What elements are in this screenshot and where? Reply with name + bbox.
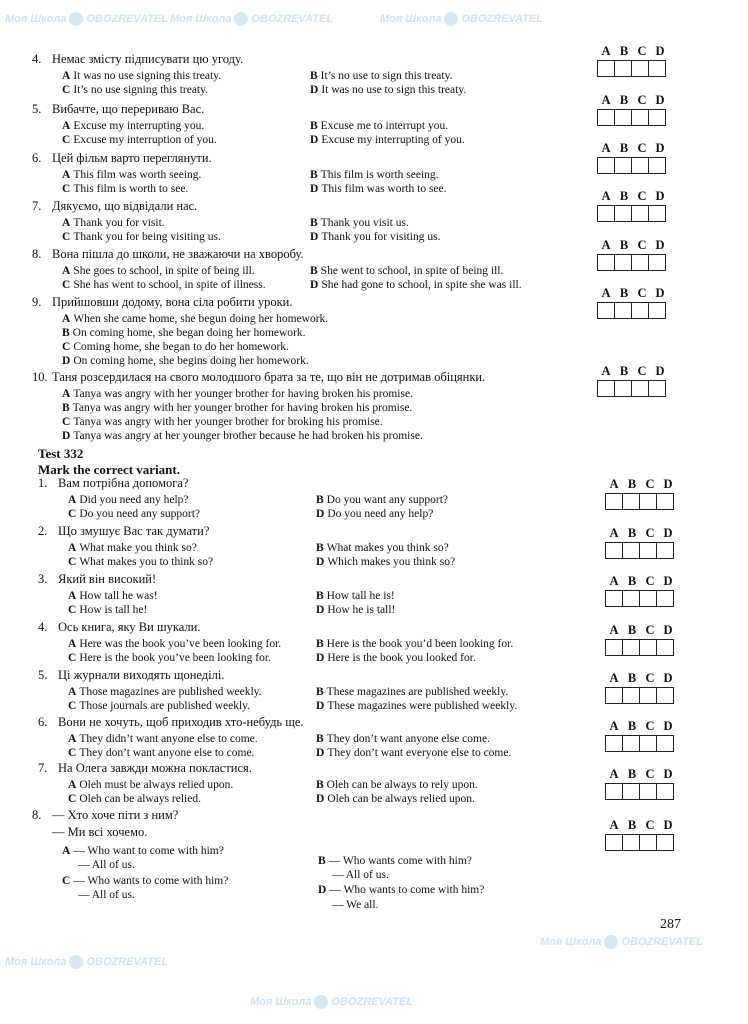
question-number: 6. xyxy=(32,151,42,165)
question-text: Прийшовши додому, вона сіла робити уроки. xyxy=(52,295,293,309)
answer-box-a[interactable] xyxy=(597,60,615,77)
question-text: Ось книга, яку Ви шукали. xyxy=(58,620,201,634)
option-d: D Excuse my interrupting of you. xyxy=(310,134,465,146)
answer-grid[interactable]: A B C D xyxy=(605,767,677,800)
option-a: A Oleh must be always relied upon. xyxy=(68,779,234,791)
answer-box-d[interactable] xyxy=(657,687,674,704)
question-number: 2. xyxy=(38,524,48,538)
option-c: C This film is worth to see. xyxy=(62,183,189,195)
question-text: Цей фільм варто переглянути. xyxy=(52,151,212,165)
option-a: A How tall he was! xyxy=(68,590,158,602)
answer-box-a[interactable] xyxy=(605,639,623,656)
answer-box-a[interactable] xyxy=(605,590,623,607)
option-d: D It was no use to sign this treaty. xyxy=(310,84,467,96)
answer-box-b[interactable] xyxy=(623,735,640,752)
option-a: A Those magazines are published weekly. xyxy=(68,686,262,698)
option-c: C It’s no use signing this treaty. xyxy=(62,84,208,96)
question-number: 5. xyxy=(32,102,42,116)
answer-box-d[interactable] xyxy=(657,783,674,800)
answer-box-d[interactable] xyxy=(657,542,674,559)
option-a: A When she came home, she begun doing her homework. xyxy=(62,313,329,325)
answer-grid[interactable]: A B C D xyxy=(605,623,677,656)
option-b: B Thank you visit us. xyxy=(310,217,409,229)
answer-box-b[interactable] xyxy=(623,590,640,607)
answer-box-b[interactable] xyxy=(623,687,640,704)
answer-box-c[interactable] xyxy=(632,60,649,77)
option-b: B This film is worth seeing. xyxy=(310,169,439,181)
option-d: D This film was worth to see. xyxy=(310,183,447,195)
answer-grid[interactable]: A B C D xyxy=(597,93,669,126)
answer-box-a[interactable] xyxy=(597,254,615,271)
option-a: A Here was the book you’ve been looking for. xyxy=(68,638,282,650)
test-instruction: Mark the correct variant. xyxy=(38,462,180,477)
option-d: D How he is tall! xyxy=(316,604,396,616)
answer-grid[interactable]: A B C D xyxy=(597,189,669,222)
answer-box-c[interactable] xyxy=(632,302,649,319)
question-number: 4. xyxy=(32,52,42,66)
question-text-line2: — Ми всі хочемо. xyxy=(52,825,148,839)
option-d: D On coming home, she begins doing her homework. xyxy=(62,355,309,367)
option-a: A Did you need any help? xyxy=(68,494,189,506)
option-c: C Here is the book you’ve been looking for. xyxy=(68,652,271,664)
option-a: A Thank you for visit. xyxy=(62,217,165,229)
answer-box-c[interactable] xyxy=(640,687,657,704)
question-number: 7. xyxy=(32,199,42,213)
question-number: 8. xyxy=(32,247,42,261)
answer-box-d[interactable] xyxy=(649,302,666,319)
answer-grid[interactable]: A B C D xyxy=(597,286,669,319)
answer-box-b[interactable] xyxy=(615,205,632,222)
answer-box-a[interactable] xyxy=(597,205,615,222)
answer-box-d[interactable] xyxy=(649,205,666,222)
answer-box-b[interactable] xyxy=(615,254,632,271)
question-text: Ці журнали виходять щонеділі. xyxy=(58,668,225,682)
answer-box-d[interactable] xyxy=(657,493,674,510)
option-c: C — Who wants to come with him? xyxy=(62,875,229,887)
option-a-line2: — All of us. xyxy=(78,859,135,871)
option-b: B Do you want any support? xyxy=(316,494,449,506)
answer-box-b[interactable] xyxy=(623,834,640,851)
answer-box-d[interactable] xyxy=(657,590,674,607)
answer-box-a[interactable] xyxy=(605,493,623,510)
watermark: Моя Школа OBOZREVATEL xyxy=(250,995,413,1008)
option-a: A Excuse my interrupting you. xyxy=(62,120,205,132)
question-number: 3. xyxy=(38,572,48,586)
answer-box-b[interactable] xyxy=(623,783,640,800)
answer-box-b[interactable] xyxy=(623,542,640,559)
option-b: B These magazines are published weekly. xyxy=(316,686,509,698)
option-a: A It was no use signing this treaty. xyxy=(62,70,222,82)
question-number: 4. xyxy=(38,620,48,634)
answer-box-a[interactable] xyxy=(597,302,615,319)
answer-box-b[interactable] xyxy=(623,493,640,510)
answer-box-b[interactable] xyxy=(615,157,632,174)
option-d: D — Who wants to come with him? xyxy=(318,884,485,896)
answer-box-c[interactable] xyxy=(640,639,657,656)
answer-box-d[interactable] xyxy=(649,380,666,397)
answer-box-d[interactable] xyxy=(657,735,674,752)
answer-box-d[interactable] xyxy=(649,109,666,126)
option-b: B They don’t want anyone else come. xyxy=(316,733,490,745)
option-d: D Do you need any help? xyxy=(316,508,434,520)
answer-box-b[interactable] xyxy=(615,60,632,77)
option-b-line2: — All of us. xyxy=(332,869,389,881)
question-text: Вибачте, що перериваю Вас. xyxy=(52,102,205,116)
answer-box-a[interactable] xyxy=(597,109,615,126)
answer-box-d[interactable] xyxy=(649,60,666,77)
question-text: — Хто хоче піти з ним? xyxy=(52,808,179,822)
option-d: D These magazines were published weekly. xyxy=(316,700,518,712)
answer-box-c[interactable] xyxy=(640,493,657,510)
option-b: B What makes you think so? xyxy=(316,542,449,554)
option-b: B Excuse me to interrupt you. xyxy=(310,120,449,132)
option-c: C Do you need any support? xyxy=(68,508,201,520)
answer-box-d[interactable] xyxy=(649,254,666,271)
answer-grid[interactable]: A B C D xyxy=(605,526,677,559)
answer-grid[interactable]: A B C D xyxy=(605,574,677,607)
answer-box-c[interactable] xyxy=(640,783,657,800)
option-c: C What makes you to think so? xyxy=(68,556,214,568)
answer-box-a[interactable] xyxy=(597,157,615,174)
watermark: Моя Школа OBOZREVATEL xyxy=(5,955,168,968)
answer-box-c[interactable] xyxy=(632,380,649,397)
answer-box-a[interactable] xyxy=(597,380,615,397)
answer-box-c[interactable] xyxy=(640,542,657,559)
answer-box-b[interactable] xyxy=(623,639,640,656)
option-d: D They don’t want everyone else to come. xyxy=(316,747,512,759)
answer-box-d[interactable] xyxy=(657,639,674,656)
option-d-line2: — We all. xyxy=(332,899,379,911)
page-number: 287 xyxy=(660,917,681,932)
question-number: 6. xyxy=(38,715,48,729)
option-b: B How tall he is! xyxy=(316,590,395,602)
option-d: D Oleh can be always relied upon. xyxy=(316,793,475,805)
question-text: Вони не хочуть, щоб приходив хто-небудь ще. xyxy=(58,715,304,729)
question-text: На Олега завжди можна покластися. xyxy=(58,761,252,775)
option-d: D Thank you for visiting us. xyxy=(310,231,441,243)
answer-box-d[interactable] xyxy=(649,157,666,174)
answer-grid[interactable]: A B C D xyxy=(597,238,669,271)
answer-box-c[interactable] xyxy=(640,834,657,851)
question-number: 7. xyxy=(38,761,48,775)
option-b: B Here is the book you’d been looking for. xyxy=(316,638,514,650)
option-b: B She went to school, in spite of being ill. xyxy=(310,265,504,277)
answer-box-a[interactable] xyxy=(605,542,623,559)
question-text: Який він високий! xyxy=(58,572,157,586)
answer-box-c[interactable] xyxy=(632,157,649,174)
option-d: D Here is the book you looked for. xyxy=(316,652,476,664)
answer-box-b[interactable] xyxy=(615,109,632,126)
question-number: 1. xyxy=(38,476,48,490)
answer-box-b[interactable] xyxy=(615,380,632,397)
option-a: A Tanya was angry with her younger brother for having broken his promise. xyxy=(62,388,413,400)
option-c-line2: — All of us. xyxy=(78,889,135,901)
question-number: 9. xyxy=(32,295,42,309)
option-c: C Thank you for being visiting us. xyxy=(62,231,221,243)
question-text: Таня розсердилася на свого молодшого брата за те, що він не дотримав обіцянки. xyxy=(52,370,486,384)
option-d: D Which makes you think so? xyxy=(316,556,456,568)
option-c: C Excuse my interruption of you. xyxy=(62,134,217,146)
question-text: Немає змісту підписувати цю угоду. xyxy=(52,52,244,66)
option-d: D Tanya was angry at her younger brother because he had broken his promise. xyxy=(62,430,423,442)
answer-box-b[interactable] xyxy=(615,302,632,319)
option-d: D She had gone to school, in spite she was ill. xyxy=(310,279,522,291)
question-number: 5. xyxy=(38,668,48,682)
question-number: 8. xyxy=(32,808,42,822)
option-b: B On coming home, she began doing her homework. xyxy=(62,327,306,339)
answer-box-c[interactable] xyxy=(632,254,649,271)
question-number: 10. xyxy=(32,370,48,384)
option-c: C She has went to school, in spite of illness. xyxy=(62,279,266,291)
answer-grid[interactable]: A B C D xyxy=(605,818,677,851)
option-a: A — Who want to come with him? xyxy=(62,845,224,857)
answer-box-c[interactable] xyxy=(640,590,657,607)
watermark: Моя Школа OBOZREVATEL xyxy=(380,12,543,25)
answer-grid[interactable]: A B C D xyxy=(605,477,677,510)
option-b: B Tanya was angry with her younger brother for having broken his promise. xyxy=(62,402,413,414)
answer-grid[interactable]: A B C D xyxy=(605,719,677,752)
answer-box-c[interactable] xyxy=(632,205,649,222)
option-a: A This film was worth seeing. xyxy=(62,169,202,181)
option-a: A They didn’t want anyone else to come. xyxy=(68,733,258,745)
option-c: C How is tall he! xyxy=(68,604,148,616)
watermark: Моя Школа OBOZREVATEL xyxy=(5,12,168,25)
option-b: B — Who wants come with him? xyxy=(318,855,472,867)
answer-box-a[interactable] xyxy=(605,834,623,851)
option-c: C Oleh can be always relied. xyxy=(68,793,201,805)
watermark: Моя Школа OBOZREVATEL xyxy=(540,935,703,948)
answer-grid[interactable]: A B C D xyxy=(597,364,669,397)
answer-grid[interactable]: A B C D xyxy=(597,141,669,174)
option-c: C Coming home, she began to do her homework. xyxy=(62,341,289,353)
answer-box-c[interactable] xyxy=(632,109,649,126)
option-a: A She goes to school, in spite of being ill. xyxy=(62,265,255,277)
question-text: Дякуємо, що відвідали нас. xyxy=(52,199,198,213)
question-text: Вона пішла до школи, не зважаючи на хворобу. xyxy=(52,247,304,261)
answer-box-a[interactable] xyxy=(605,735,623,752)
option-b: B It’s no use to sign this treaty. xyxy=(310,70,453,82)
answer-grid[interactable]: A B C D xyxy=(605,671,677,704)
answer-box-d[interactable] xyxy=(657,834,674,851)
answer-box-a[interactable] xyxy=(605,783,623,800)
option-c: C They don’t want anyone else to come. xyxy=(68,747,255,759)
watermark: Моя Школа OBOZREVATEL xyxy=(170,12,333,25)
answer-grid[interactable]: A B C D xyxy=(597,44,669,77)
answer-box-c[interactable] xyxy=(640,735,657,752)
option-c: C Those journals are published weekly. xyxy=(68,700,251,712)
option-a: A What make you think so? xyxy=(68,542,197,554)
option-b: B Oleh can be always to rely upon. xyxy=(316,779,478,791)
option-c: C Tanya was angry with her younger brother for broking his promise. xyxy=(62,416,383,428)
answer-box-a[interactable] xyxy=(605,687,623,704)
question-text: Що змушує Вас так думати? xyxy=(58,524,210,538)
test-title: Test 332 xyxy=(38,446,84,461)
question-text: Вам потрібна допомога? xyxy=(58,476,189,490)
